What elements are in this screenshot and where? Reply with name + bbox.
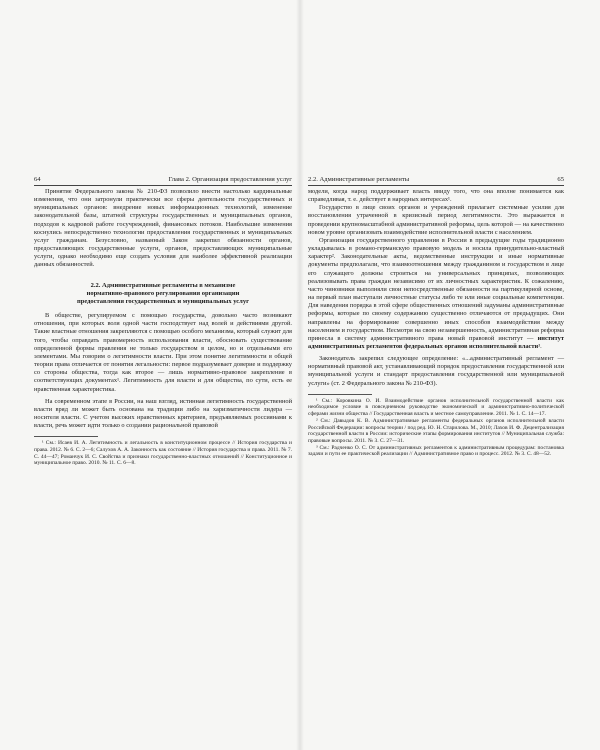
right-text-column [308,188,564,458]
left-paragraph-2: В обществе, регулируемом с помощью государства, довольно часто возникают отношения, при которых воля одной части господствует над волей и действиями другой. Такие властные отношения закрепляются с помощью особого механизма, который служит для того, чтобы оправдать правомерность использования власти, обосновать существование определенной формы правления не только государством в целом, но и отдельными его элементами. Мы говорим о легитимности власти. При этом понятие легитимности в общей теории права отличается от понятия легальности: первое подразумевает доверие и поддержку со стороны общества, тогда как второе — лишь нормативно-правовое закрепление в соответствующих документах¹. Легитимность для власти и для общества, по сути, есть ее нравственная характеристика. [34,312,292,393]
footnote-separator [308,394,372,395]
left-paragraph-1: Принятие Федерального закона № 210-ФЗ позволило внести настолько кардинальные изменения, что они затронули практически все сферы деятельности государственных и муниципальных органов: внедрение новых информационных технологий, изменение законодательной базы, штатной структуры государственных и муниципальных органов, подходов к кадровой работе госучреждений, финансовых потоков. Наибольшие изменения коснулись непосредственно технологии предоставления государственных и муниципальных услуг гражданам. Безусловно, названный Закон закрепил обязанности органов, предоставляющих государственные услуги, органов, предоставляющих муниципальные услуги, однако необходимо еще создать условия для наиболее эффективной реализации данных обязанностей. [34,188,292,269]
right-paragraph-3-text: Организация государственного управления в России в предыдущие годы традиционно укладывалась в романо-германскую правовую модель и носила принудительно-властный характер². Законодательные акты, ведомственные инструкции и иные нормативные документы предполагали, что взаимоотношения между гражданином и государством в лице его служащего должны строиться на универсальных принципах, позволяющих реализовывать права граждан независимо от их личностных характеристик. К сожалению, часто чиновники выполняли свои непосредственные обязанности на партикулярной основе, на первый план выступали личностные статусы либо те или иные социальные компетенции. Для наведения порядка в этой сфере общественных отношений задуманы административные реформы, которые по своему содержанию существенно отличаются от предыдущих. Они направлены на формирование совершенно иных способов взаимодействия между населением и государством. Несмотря на свою незавершенность, административная реформа принесла в систему административного права новый правовой институт — [308,236,564,342]
section-heading-line-2: нормативно-правового регулирования организации [86,289,240,297]
right-running-header [308,170,564,186]
right-page-number: 65 [557,176,564,183]
section-heading-line-3: предоставления государственных и муниципальных услуг [76,297,250,305]
right-paragraph-3 [308,237,564,351]
left-running-header [34,170,292,186]
right-paragraph-1: модели, когда народ поддерживает власть ввиду того, что она вполне понимается как справедливая, т. е. действует в народных интересах¹. [308,188,564,204]
right-paragraph-3-emphasis: институт административных регламентов федеральных органов исполнительной власти [308,334,564,350]
section-heading-line-1: 2.2. Административные регламенты в механизме [90,281,236,289]
left-text-column [34,188,292,467]
left-page-number: 64 [34,176,41,183]
right-running-head: 2.2. Административные регламенты [308,176,410,183]
footnote-separator [34,436,98,437]
right-footnote-1: ¹ См.: Коровкина О. И. Взаимодействие органов исполнительной государственной власти как необходимое условие в повседневном руководстве экономической и административно-политической сферами жизни общества // Государственная власть и местное самоуправление. 2011. № 1. С. 14—17. [308,397,564,418]
left-running-head: Глава 2. Организация предоставления услуг [168,176,292,183]
right-page [300,0,600,750]
left-paragraph-3: На современном этапе в России, на наш взгляд, истинная легитимность государственной власти вряд ли может быть основана на традиции либо на харизматичности лидера — носителя власти. С учетом высоких нравственных критериев, предъявляемых россиянами к власти, речь может идти только о создании рациональной правовой [34,397,292,430]
right-paragraph-2: Государство в лице своих органов и учреждений прилагает системные усилия для восстановления утраченной в кризисный период легитимности. Это выражается в проведении крупномасштабной административной реформы, цель которой — на качественно новом уровне организовать взаимодействие исполнительной власти с населением. [308,204,564,236]
left-footnote-1: ¹ См.: Исаев И. А. Легитимность и легальность в конституционном процессе // История государства и права. 2012. № 6. С. 2—6; Салухов А. А. Законность как состояние // История государства и права. 2011. № 7. С. 44—47; Романчук И. С. Свойства и признаки государственно-властных отношений // Конституционное и муниципальное право. 2010. № 11. С. 6—8. [34,440,292,467]
right-footnote-3: ³ См.: Радченко О. С. От административных регламентов к административным процедурам: постановка задачи и пути ее практической реализации // Административное право и процесс. 2012. № 3. С. 48—52. [308,444,564,458]
right-paragraph-4: Законодатель закрепил следующее определение: «...административный регламент — нормативный правовой акт, устанавливающий порядок предоставления государственной или муниципальной услуги и стандарт предоставления государственной или муниципальной услуги» (ст. 2 Федерального закона № 210-ФЗ). [308,355,564,387]
section-heading [40,282,286,307]
right-paragraph-3-end: ³. [538,342,542,350]
right-footnote-2: ² См.: Давыдов К. В. Административные регламенты федеральных органов исполнительной власти Российской Федерации: вопросы теории / под ред. Ю. Н. Старилова. М., 2010; Лахов И. Ф. Децентрализация государственной власти в России: исторические этапы формирования институтов // Муниципальная служба: правовые вопросы. 2011. № 3. С. 27—31. [308,417,564,444]
